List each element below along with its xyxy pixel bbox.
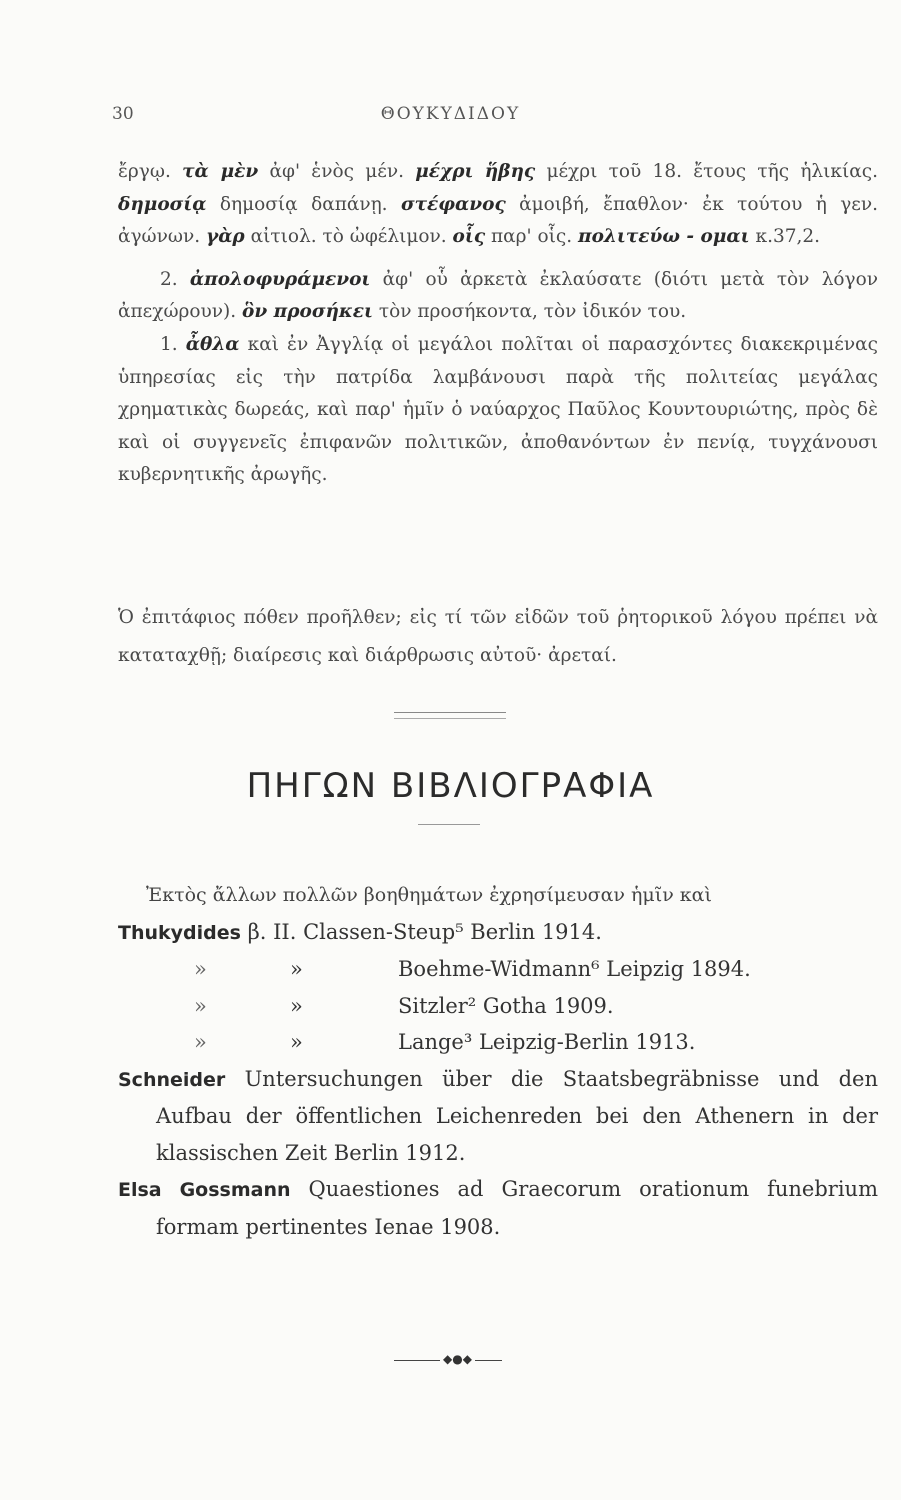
note-lemma: γὰρ bbox=[205, 226, 245, 248]
question-text: Ὁ ἐπιτάφιος πόθεν προῆλθεν; εἰς τί τῶν εἰδῶν τοῦ ῥητορικοῦ λόγου πρέπει νὰ καταταχθῇ; διαίρεσις καὶ διάρθρωσις αὐτοῦ· ἀρεταί. bbox=[118, 607, 878, 666]
bibliography-intro: Ἐκτὸς ἄλλων πολλῶν βοηθημάτων ἐχρησίμευσαν ἡμῖν καὶ bbox=[146, 884, 712, 906]
note-paragraph-2 bbox=[118, 264, 878, 329]
note-lemma: ὃν προσήκει bbox=[242, 301, 373, 323]
entry-text: Lange³ Leipzig-Berlin 1913. bbox=[398, 1030, 696, 1054]
note-text: μέχρι τοῦ 18. ἔτους τῆς ἡλικίας. bbox=[546, 161, 878, 182]
entry-author: Thukydides bbox=[118, 921, 241, 944]
note-number: 1. bbox=[160, 333, 178, 355]
ditto-mark: » bbox=[194, 957, 207, 981]
note-text: αἰτιολ. τὸ ὠφέλιμον. bbox=[250, 226, 447, 248]
note-text: ἀφ' ἑνὸς μέν. bbox=[269, 161, 404, 182]
entry-author: Schneider bbox=[118, 1068, 226, 1091]
bibliography-list bbox=[118, 877, 878, 1245]
bibliography-entry bbox=[118, 1024, 878, 1061]
review-question bbox=[118, 599, 878, 675]
note-lemma: οἷς bbox=[452, 226, 486, 248]
entry-text: Sitzler² Gotha 1909. bbox=[398, 993, 614, 1018]
note-lemma: δημοσίᾳ bbox=[118, 193, 207, 215]
entry-text: Boehme-Widmann⁶ Leipzig 1894. bbox=[398, 957, 751, 981]
commentary-notes bbox=[118, 156, 878, 492]
note-lemma: ἥβης bbox=[484, 161, 536, 182]
note-text: ἔργῳ. bbox=[118, 161, 171, 182]
page-number: 30 bbox=[112, 104, 134, 124]
entry-text: Quaestiones ad Graecorum orationum funebrium formam pertinentes Ienae 1908. bbox=[156, 1177, 878, 1239]
separator-rule bbox=[394, 712, 506, 713]
note-lemma: ἆθλα bbox=[185, 333, 240, 355]
note-lemma: τὰ μὲν bbox=[182, 161, 259, 182]
note-lemma: μέχρι bbox=[415, 161, 474, 182]
ditto-mark: » bbox=[290, 957, 303, 981]
bibliography-entry bbox=[118, 988, 878, 1025]
note-text: κ.37,2. bbox=[755, 226, 821, 248]
note-text: καὶ ἐν Ἀγγλίᾳ οἱ μεγάλοι πολῖται οἱ παρασχόντες διακεκριμένας ὑπηρεσίας εἰς τὴν πατρίδα λαμβάνουσι παρὰ τῆς πολιτείας μεγάλας χρηματικὰς δωρεάς, καὶ παρ' ἡμῖν ὁ ναύαρχος Παῦλος Κουντουριώτης, πρὸς δὲ καὶ οἱ συγγενεῖς ἐπιφανῶν πολιτικῶν, ἀποθανόντων ἐν πενίᾳ, τυγχάνουσι κυβερνητικῆς ἀρωγῆς. bbox=[118, 333, 878, 486]
note-text: παρ' οἷς. bbox=[491, 226, 573, 248]
entry-text: Untersuchungen über die Staatsbegräbnisse und den Aufbau der öffentlichen Leichenreden bei den Athenern in der klassischen Zeit Berlin 1912. bbox=[156, 1066, 878, 1165]
note-text: ἀμοιβή, ἔπαθλον· ἐκ τούτου ἡ γεν. ἀγώνων. bbox=[118, 193, 878, 248]
ditto-mark: » bbox=[290, 1030, 303, 1054]
bibliography-entry bbox=[118, 1061, 878, 1172]
note-paragraph-1 bbox=[118, 156, 878, 254]
entry-text: β. II. Classen-Steup⁵ Berlin 1914. bbox=[247, 919, 602, 944]
end-ornament: ◆●◆ bbox=[440, 1352, 475, 1366]
note-lemma: ἀπολοφυράμενοι bbox=[189, 268, 371, 290]
running-title: ΘΟΥΚΥΔΙΔΟΥ bbox=[380, 104, 521, 124]
bibliography-entry bbox=[118, 1171, 878, 1245]
note-text: ἀφ' οὗ ἀρκετὰ ἐκλαύσατε (διότι μετὰ τὸν λόγον ἀπεχώρουν). bbox=[118, 268, 878, 323]
section-title: ΠΗΓΩΝ ΒΙΒΛΙΟΓΡΑΦΙΑ bbox=[246, 766, 655, 806]
note-text: τὸν προσήκοντα, τὸν ἰδικόν του. bbox=[378, 301, 687, 323]
bibliography-entry bbox=[118, 914, 878, 952]
note-text: δημοσίᾳ δαπάνῃ. bbox=[219, 193, 388, 215]
bibliography-entry bbox=[118, 951, 878, 988]
note-number: 2. bbox=[160, 268, 178, 290]
ditto-mark: » bbox=[290, 993, 303, 1018]
note-paragraph-3 bbox=[118, 329, 878, 492]
title-underline bbox=[418, 824, 480, 825]
ditto-mark: » bbox=[194, 993, 207, 1018]
note-lemma: στέφανος bbox=[400, 193, 506, 215]
ditto-mark: » bbox=[194, 1030, 207, 1054]
entry-author: Elsa Gossmann bbox=[118, 1179, 291, 1201]
separator-rule bbox=[394, 718, 506, 719]
note-lemma: πολιτεύω - ομαι bbox=[578, 226, 750, 248]
